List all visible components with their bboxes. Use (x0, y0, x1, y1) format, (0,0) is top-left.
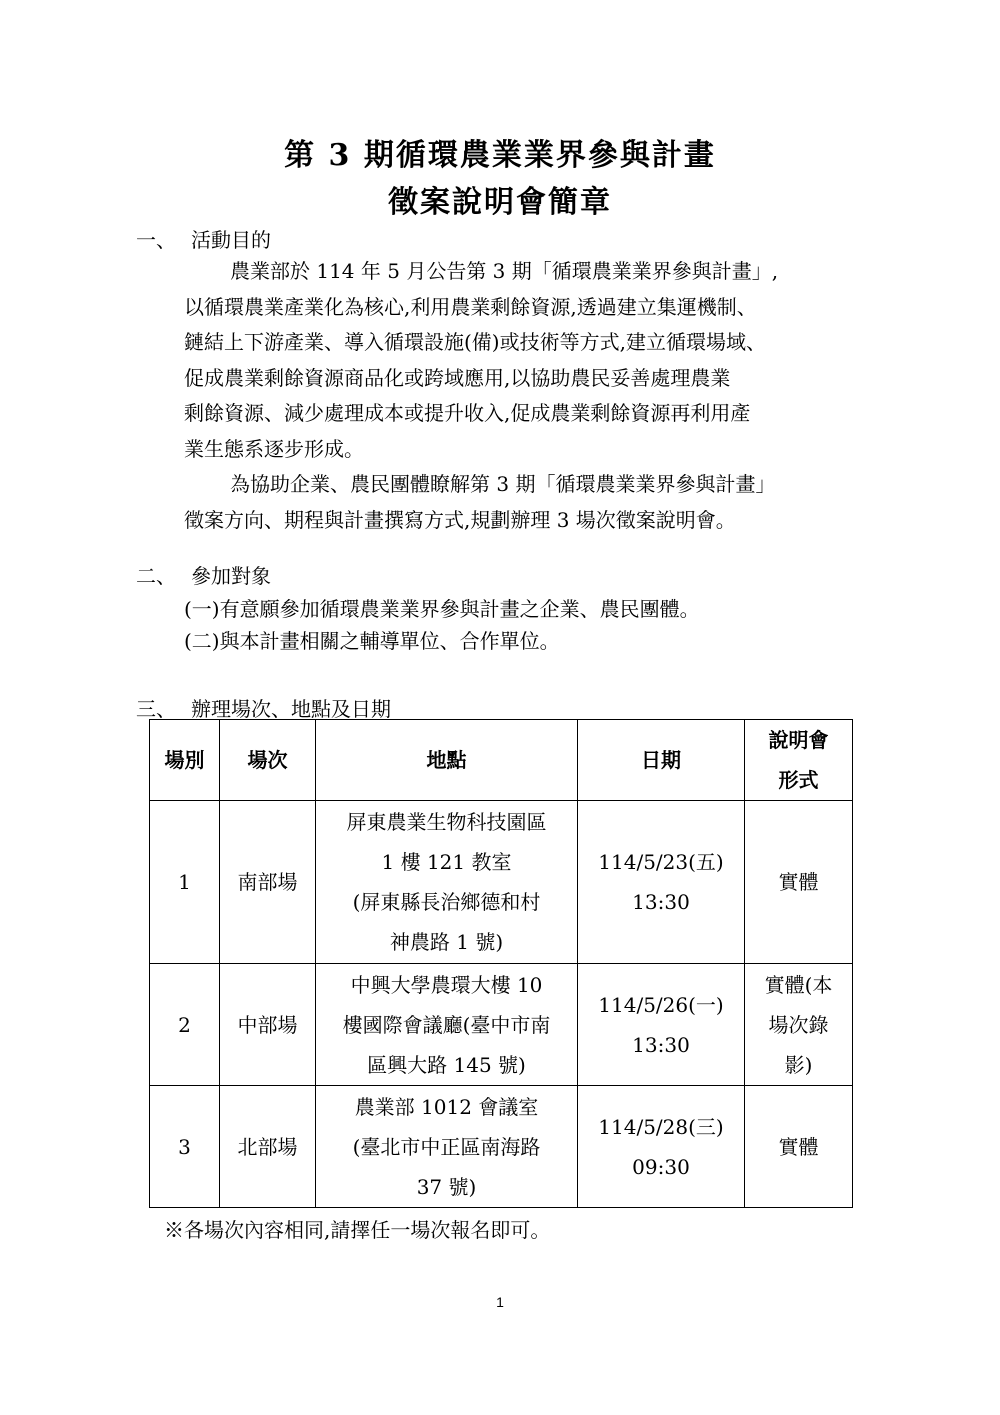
cell-format (745, 1086, 853, 1208)
section-number: 三、 (136, 697, 176, 721)
document-title: 第 3 期循環農業業界參與計畫 (284, 138, 716, 173)
footnote: ※各場次內容相同,請擇任一場次報名即可。 (164, 1218, 551, 1242)
location-line: (臺北市中正區南海路 (352, 1134, 541, 1159)
location-line: 1 樓 121 教室 (381, 850, 512, 874)
header-cell: 場別 (150, 720, 220, 801)
time-text: 13:30 (632, 890, 690, 914)
paragraph-line: 農業部於 114 年 5 月公告第 3 期「循環農業業界參與計畫」, (230, 259, 779, 283)
time-text: 09:30 (632, 1154, 690, 1179)
paragraph-line: 鏈結上下游產業、導入循環設施(備)或技術等方式,建立循環場域、 (184, 330, 766, 354)
format-line: 影) (784, 1052, 813, 1077)
audience-item-1: (一)有意願參加循環農業業界參與計畫之企業、農民團體。 (184, 597, 700, 621)
time-text: 13:30 (632, 1032, 690, 1057)
cell-format (745, 964, 853, 1086)
section-1-heading (136, 224, 271, 253)
section-number: 二、 (136, 564, 176, 588)
paragraph-line: 為協助企業、農民團體瞭解第 3 期「循環農業業界參與計畫」 (230, 472, 776, 496)
cell-date (578, 964, 745, 1086)
page-number: 1 (496, 1294, 504, 1310)
paragraph-line: 徵案方向、期程與計畫撰寫方式,規劃辦理 3 場次徵案說明會。 (184, 507, 736, 532)
section-title: 參加對象 (191, 564, 271, 588)
format-line: 實體 (778, 1134, 819, 1159)
cell-id: 2 (150, 964, 220, 1086)
location-line: (屏東縣長治鄉德和村 (352, 890, 541, 914)
location-line: 樓國際會議廳(臺中市南 (342, 1012, 551, 1037)
section-title: 活動目的 (191, 228, 271, 252)
table-row (150, 964, 853, 1086)
format-line: 場次錄 (768, 1012, 829, 1037)
header-cell-text: 說明會形式 (768, 728, 829, 792)
cell-date (578, 801, 745, 964)
schedule-table (149, 719, 853, 1208)
cell-location (316, 964, 578, 1086)
location-line: 區興大路 145 號) (367, 1052, 526, 1077)
header-cell (745, 720, 853, 801)
paragraph-line: 促成農業剩餘資源商品化或跨域應用,以協助農民妥善處理農業 (184, 365, 731, 390)
section-1-paragraph-2 (184, 467, 874, 538)
format-line: 實體(本 (764, 972, 833, 997)
section-number: 一、 (136, 228, 176, 252)
cell-date (578, 1086, 745, 1208)
date-text: 114/5/23(五) (598, 850, 724, 874)
paragraph-line: 以循環農業產業化為核心,利用農業剩餘資源,透過建立集運機制、 (184, 294, 757, 319)
cell-location (316, 801, 578, 964)
section-1-paragraph-1 (184, 254, 874, 467)
section-title: 辦理場次、地點及日期 (191, 697, 391, 721)
header-cell: 日期 (578, 720, 745, 801)
date-text: 114/5/26(一) (598, 992, 724, 1017)
table-header-row (150, 720, 853, 801)
location-line: 37 號) (416, 1174, 477, 1199)
section-3-heading (136, 693, 391, 722)
cell-session: 中部場 (220, 964, 316, 1086)
paragraph-line: 業生態系逐步形成。 (184, 436, 364, 461)
audience-item-2: (二)與本計畫相關之輔導單位、合作單位。 (184, 629, 560, 653)
format-line: 實體 (778, 870, 819, 894)
cell-id: 1 (150, 801, 220, 964)
cell-session: 北部場 (220, 1086, 316, 1208)
cell-location (316, 1086, 578, 1208)
cell-format (745, 801, 853, 964)
cell-session: 南部場 (220, 801, 316, 964)
location-line: 屏東農業生物科技園區 (346, 810, 547, 834)
location-line: 中興大學農環大樓 10 (350, 972, 543, 997)
table-row (150, 1086, 853, 1208)
header-cell: 場次 (220, 720, 316, 801)
section-2-heading (136, 560, 271, 589)
location-line: 神農路 1 號) (389, 930, 504, 954)
location-line: 農業部 1012 會議室 (354, 1094, 539, 1119)
cell-id: 3 (150, 1086, 220, 1208)
date-text: 114/5/28(三) (598, 1114, 724, 1139)
document-subtitle: 徵案說明會簡章 (388, 185, 612, 220)
paragraph-line: 剩餘資源、減少處理成本或提升收入,促成農業剩餘資源再利用產 (184, 401, 751, 425)
header-cell: 地點 (316, 720, 578, 801)
table-row (150, 801, 853, 964)
